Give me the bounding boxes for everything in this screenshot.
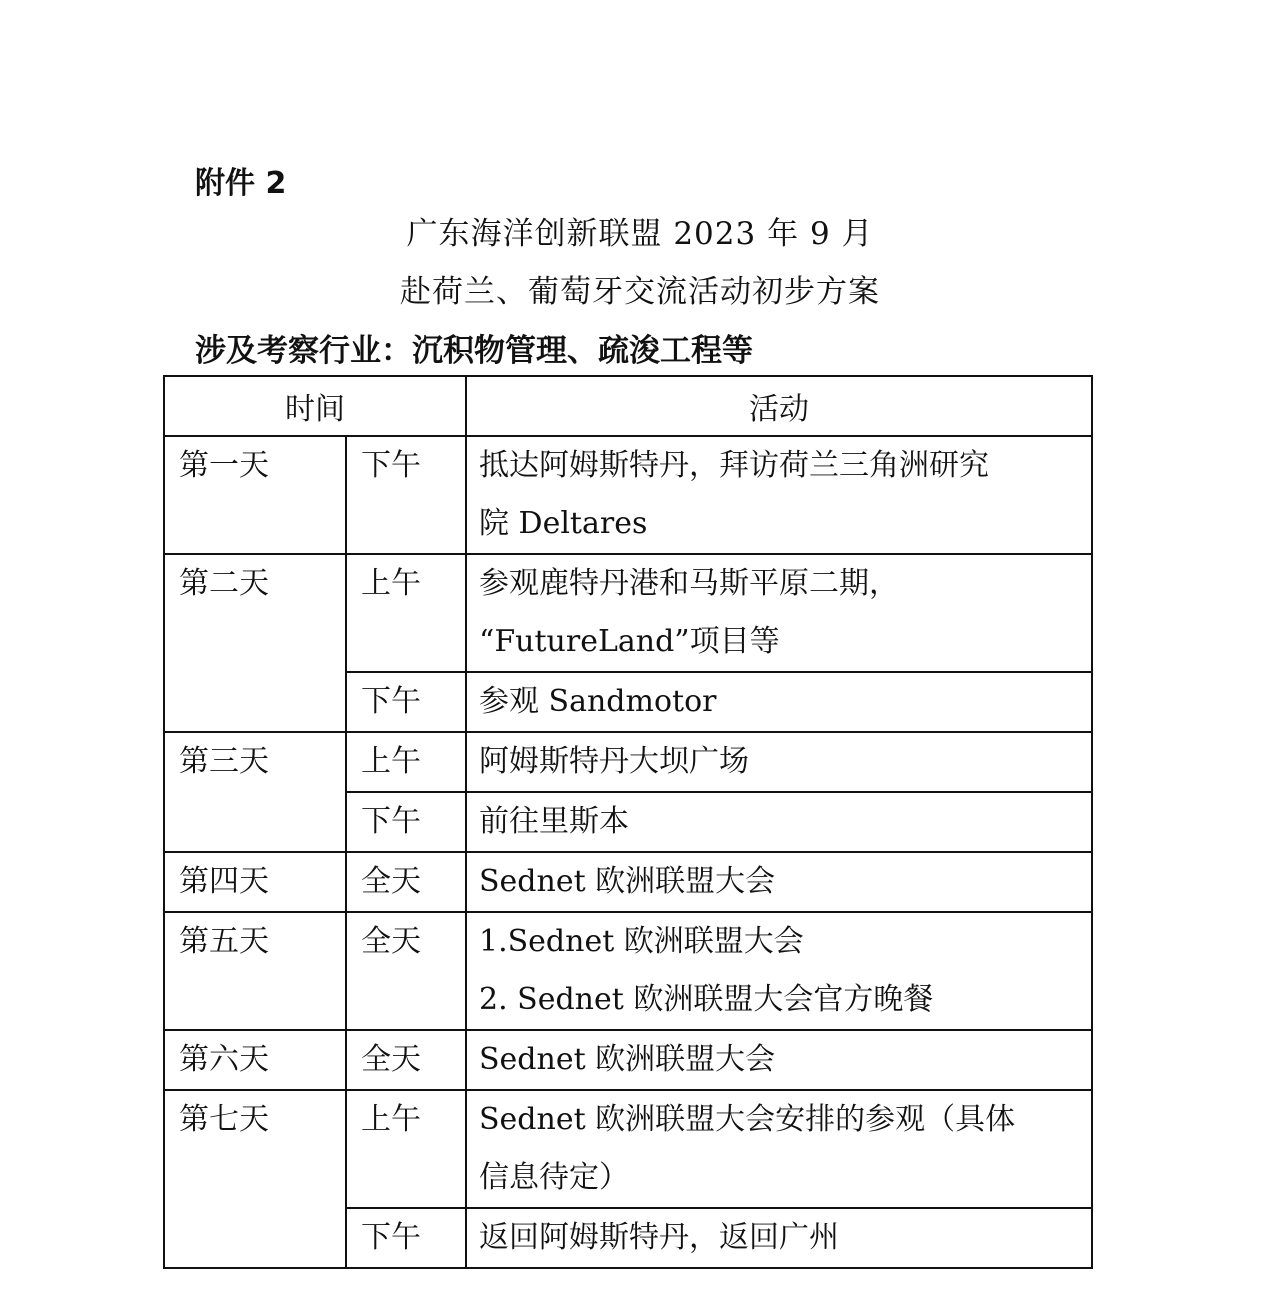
day-cell: 第三天 [164,732,346,852]
period-cell: 全天 [346,852,466,912]
industry-line: 涉及考察行业：沉积物管理、疏浚工程等 [195,333,753,369]
day-cell: 第四天 [164,852,346,912]
activity-line: 院 Deltares [479,506,648,541]
period-cell: 上午 [346,1090,466,1208]
document-title-line-1: 广东海洋创新联盟 2023 年 9 月 [406,216,874,252]
activity-line: 参观鹿特丹港和马斯平原二期， [479,566,899,601]
day-cell: 第六天 [164,1030,346,1090]
header-time: 时间 [164,376,466,436]
activity-line: 抵达阿姆斯特丹，拜访荷兰三角洲研究 [479,448,989,483]
activity-cell [466,1090,1092,1208]
period-cell: 下午 [346,792,466,852]
activity-line: 阿姆斯特丹大坝广场 [479,744,749,779]
activity-cell [466,1208,1092,1268]
activity-cell [466,792,1092,852]
period-cell: 下午 [346,672,466,732]
day-cell: 第二天 [164,554,346,732]
activity-cell [466,554,1092,672]
schedule-table [163,375,1093,1269]
table-row [164,732,1092,792]
period-cell: 下午 [346,436,466,554]
period-cell: 上午 [346,554,466,672]
day-cell: 第一天 [164,436,346,554]
activity-cell [466,672,1092,732]
activity-cell [466,912,1092,1030]
activity-line: 1.Sednet 欧洲联盟大会 [479,924,804,959]
activity-cell [466,436,1092,554]
activity-line: 信息待定） [479,1160,629,1195]
table-header-row [164,376,1092,436]
activity-line: 前往里斯本 [479,804,629,839]
period-cell: 全天 [346,912,466,1030]
activity-line: Sednet 欧洲联盟大会 [479,864,776,899]
table-row [164,436,1092,554]
period-cell: 上午 [346,732,466,792]
activity-cell [466,732,1092,792]
document-title-line-2: 赴荷兰、葡萄牙交流活动初步方案 [400,274,880,310]
activity-line: 2. Sednet 欧洲联盟大会官方晚餐 [479,982,934,1017]
activity-cell [466,852,1092,912]
table-row [164,554,1092,672]
activity-line: 参观 Sandmotor [479,684,717,719]
schedule-body [164,436,1092,1268]
header-activity: 活动 [466,376,1092,436]
table-row [164,912,1092,1030]
activity-line: Sednet 欧洲联盟大会安排的参观（具体 [479,1102,1016,1137]
activity-cell [466,1030,1092,1090]
activity-line: “FutureLand”项目等 [479,624,780,659]
table-row [164,1090,1092,1208]
activity-line: 返回阿姆斯特丹，返回广州 [479,1220,839,1255]
attachment-label: 附件 2 [195,166,287,201]
table-row [164,852,1092,912]
day-cell: 第五天 [164,912,346,1030]
day-cell: 第七天 [164,1090,346,1268]
table-row [164,1030,1092,1090]
period-cell: 下午 [346,1208,466,1268]
activity-line: Sednet 欧洲联盟大会 [479,1042,776,1077]
period-cell: 全天 [346,1030,466,1090]
